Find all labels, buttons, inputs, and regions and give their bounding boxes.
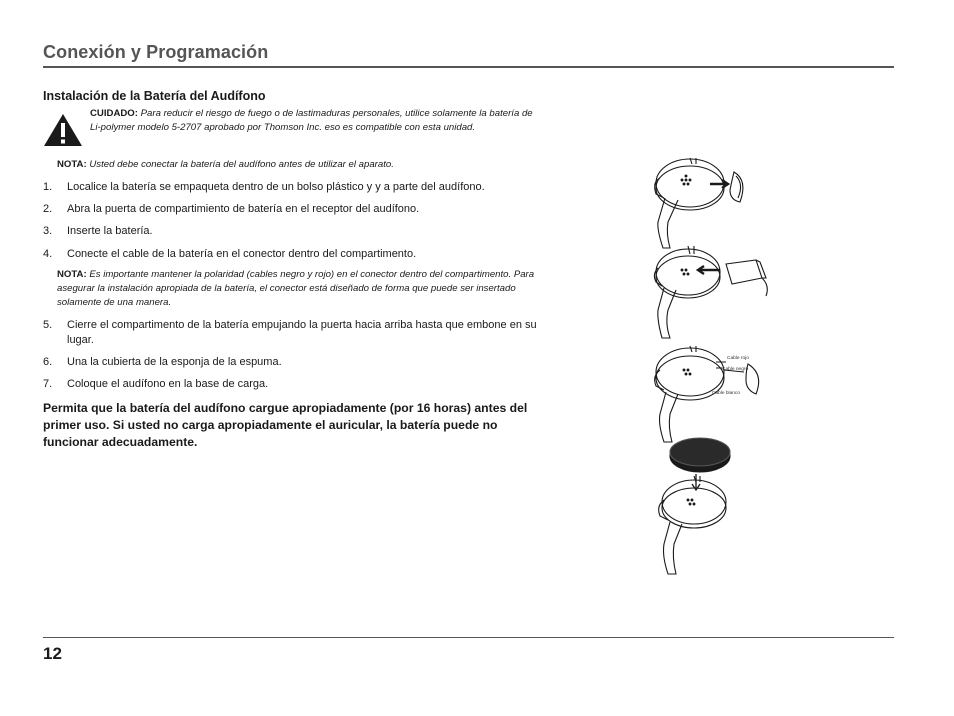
step-text: Una la cubierta de la esponja de la espuma.: [67, 356, 282, 368]
battery-installation-illustration: [630, 150, 790, 580]
step-text: Cierre el compartimento de la batería empujando la puerta hacia arriba hasta que embone en su lugar.: [67, 319, 537, 346]
step-4: [43, 247, 548, 262]
note-text: Es importante mantener la polaridad (cables negro y rojo) en el conector dentro del compartimento. Para asegurar la instalación apropiada de la batería, el conector está diseñado de forma que puede ser insertado solamente de una manera.: [57, 269, 535, 308]
step-7: [43, 377, 548, 392]
step-6: [43, 355, 548, 370]
step-5: [43, 318, 548, 348]
step-number: 7.: [43, 378, 53, 390]
step-text: Coloque el audífono en la base de carga.: [67, 378, 269, 390]
step-3: [43, 224, 548, 239]
caution-label: CUIDADO:: [90, 108, 138, 119]
note-text: Usted debe conectar la batería del audífono antes de utilizar el aparato.: [89, 159, 394, 170]
label-cable-white: Cable blanco: [712, 391, 741, 396]
step-number: 6.: [43, 356, 53, 368]
step-text: Abra la puerta de compartimiento de batería en el receptor del audífono.: [67, 203, 420, 215]
caution-text: Para reducir el riesgo de fuego o de lastimaduras personales, utilice solamente la batería de Li-polymer modelo 5-2707 aprobado por Thomson Inc. eso es compatible con esta unidad.: [90, 108, 533, 133]
step-number: 1.: [43, 181, 53, 193]
step-2: [43, 202, 548, 217]
note-label: NOTA:: [57, 159, 87, 170]
step-number: 2.: [43, 203, 53, 215]
step-number: 5.: [43, 319, 53, 331]
step-text: Conecte el cable de la batería en el conector dentro del compartimento.: [67, 248, 417, 260]
caution-note: [90, 107, 540, 135]
label-cable-black: Cable negro: [722, 367, 749, 372]
page-number: 12: [43, 644, 62, 663]
headset-insert-battery-drawing: [654, 246, 767, 338]
headset-drawings: [630, 150, 790, 580]
page-title: Conexión y Programación: [43, 42, 269, 62]
note-connect-battery: [57, 158, 537, 171]
step-text: Localice la batería se empaqueta dentro de un bolso plástico y y a parte del audífono.: [67, 181, 485, 193]
header-divider: [43, 66, 894, 68]
label-cable-red: Cable rojo: [727, 356, 749, 361]
charging-instructions: Permita que la batería del audífono cargue apropiadamente (por 16 horas) antes del primer uso. Si usted no carga apropiadamente el auricular, la batería puede no funcionar adecuadamente.: [43, 401, 528, 449]
step-text: Inserte la batería.: [67, 225, 153, 237]
step-number: 3.: [43, 225, 53, 237]
headset-foam-cover-drawing: [659, 438, 730, 574]
step-1: [43, 180, 548, 195]
section-heading: Instalación de la Batería del Audífono: [43, 89, 266, 103]
note-label: NOTA:: [57, 269, 87, 280]
headset-open-door-drawing: [655, 158, 743, 248]
warning-icon: [43, 113, 83, 147]
footer-divider: [43, 637, 894, 638]
note-polarity: [57, 268, 537, 310]
step-number: 4.: [43, 248, 53, 260]
